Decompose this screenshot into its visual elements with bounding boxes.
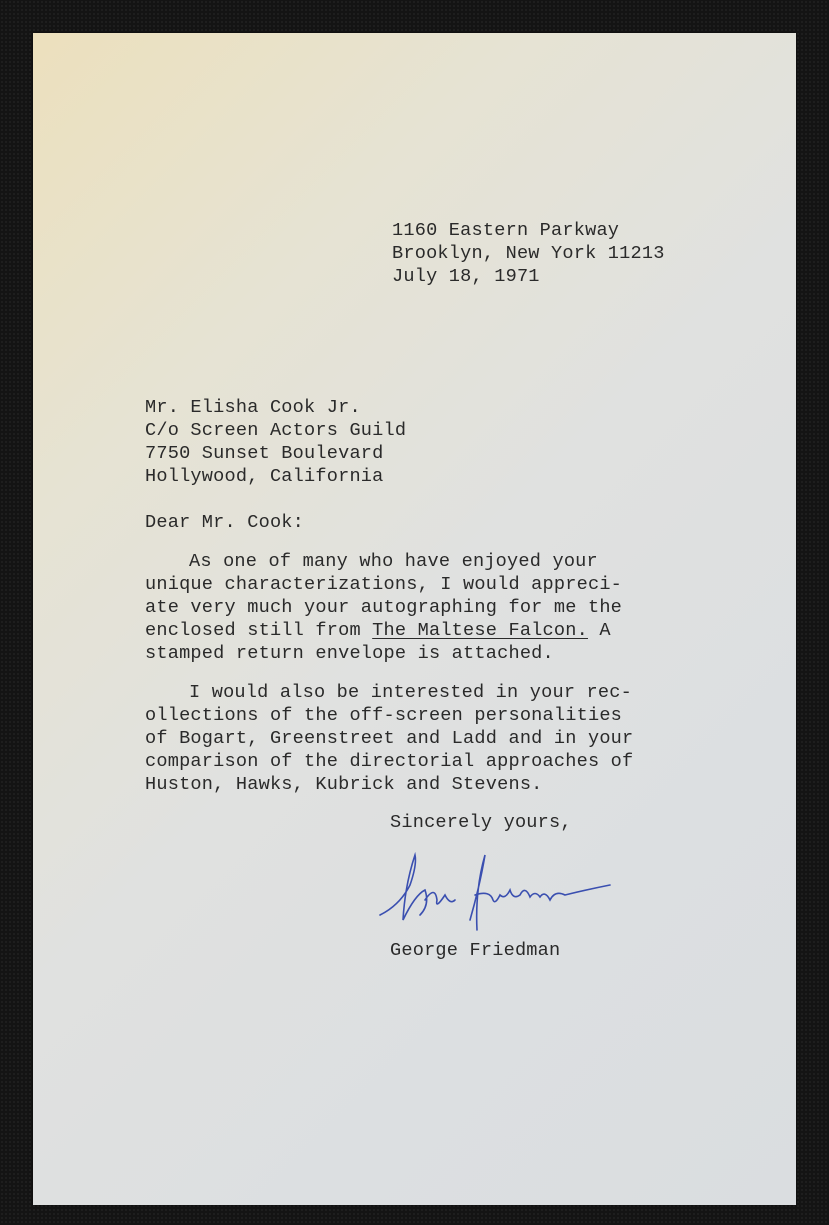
recipient-street: 7750 Sunset Boulevard	[145, 443, 384, 464]
p1-line4-post: A	[587, 620, 611, 641]
recipient-name: Mr. Elisha Cook Jr.	[145, 397, 361, 418]
sender-city: Brooklyn, New York 11213	[392, 243, 665, 264]
recipient-care-of: C/o Screen Actors Guild	[145, 420, 407, 441]
sender-street: 1160 Eastern Parkway	[392, 220, 620, 241]
film-title: The Maltese Falcon.	[372, 620, 588, 641]
salutation: Dear Mr. Cook:	[145, 512, 305, 533]
letter-paper	[33, 33, 796, 1205]
p2-line4: comparison of the directorial approaches of	[145, 751, 634, 772]
p2-line5: Huston, Hawks, Kubrick and Stevens.	[145, 774, 543, 795]
signature-typed-name: George Friedman	[390, 940, 561, 961]
p2-line1: I would also be interested in your rec-	[189, 682, 632, 703]
handwritten-signature	[375, 845, 635, 945]
p1-line2: unique characterizations, I would appreci-	[145, 574, 623, 595]
p2-line2: ollections of the off-screen personalities	[145, 705, 623, 726]
closing: Sincerely yours,	[390, 812, 572, 833]
recipient-city: Hollywood, California	[145, 466, 384, 487]
p1-line1: As one of many who have enjoyed your	[189, 551, 598, 572]
letter-date: July 18, 1971	[392, 266, 540, 287]
p1-line5: stamped return envelope is attached.	[145, 643, 554, 664]
p1-line4-pre: enclosed still from	[145, 620, 373, 641]
p1-line4	[145, 620, 611, 642]
p2-line3: of Bogart, Greenstreet and Ladd and in your	[145, 728, 634, 749]
p1-line3: ate very much your autographing for me the	[145, 597, 623, 618]
